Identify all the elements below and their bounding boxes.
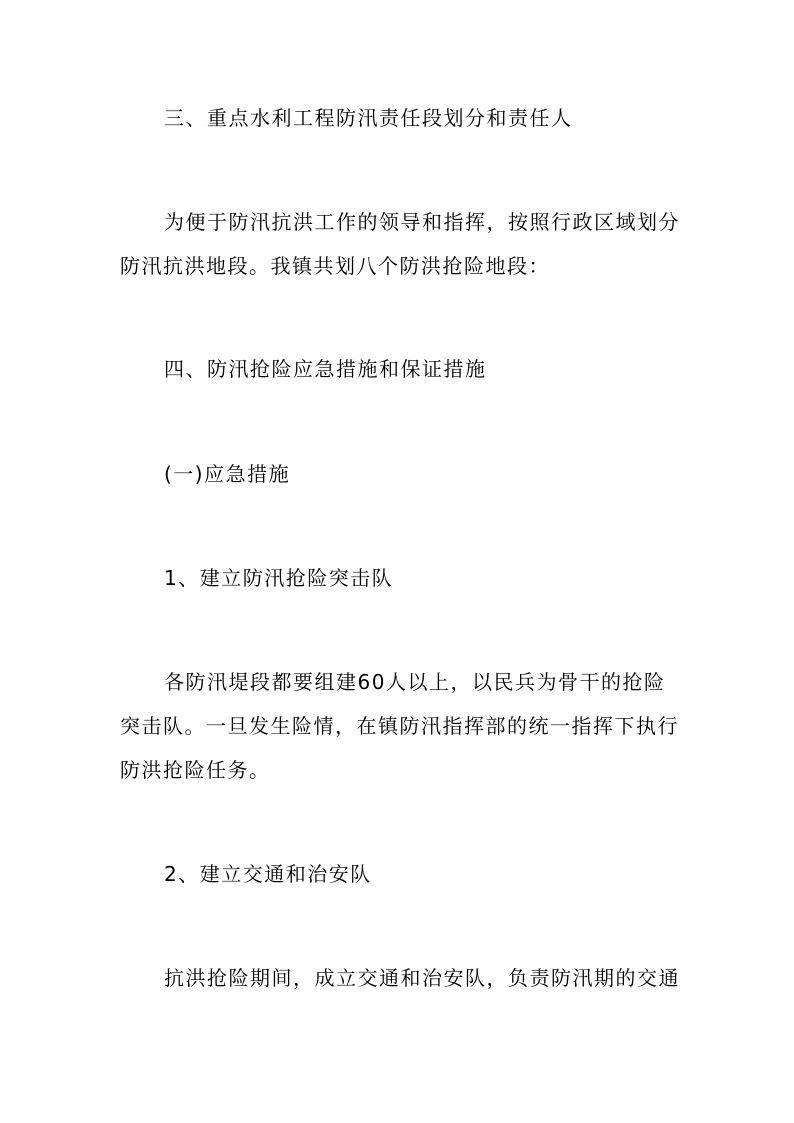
item-2-heading: 2、建立交通和治安队: [164, 862, 372, 886]
paragraph-2-line-1: 各防汛堤段都要组建60人以上，以民兵为骨干的抢险: [164, 670, 666, 694]
paragraph-1-line-1: 为便于防汛抗洪工作的领导和指挥，按照行政区域划分: [164, 210, 680, 234]
item-1-heading: 1、建立防汛抢险突击队: [164, 566, 394, 590]
paragraph-3-line-1: 抗洪抢险期间，成立交通和治安队，负责防汛期的交通: [164, 966, 680, 990]
paragraph-2-line-3: 防洪抢险任务。: [120, 758, 271, 782]
paragraph-2-line-2: 突击队。一旦发生险情，在镇防汛指挥部的统一指挥下执行: [120, 714, 679, 738]
subheading-emergency-measures: (一)应急措施: [164, 462, 291, 486]
section-heading-4: 四、防汛抢险应急措施和保证措施: [164, 357, 487, 381]
section-heading-3: 三、重点水利工程防汛责任段划分和责任人: [164, 106, 573, 130]
paragraph-1-line-2: 防汛抗洪地段。我镇共划八个防洪抢险地段：: [120, 254, 550, 278]
